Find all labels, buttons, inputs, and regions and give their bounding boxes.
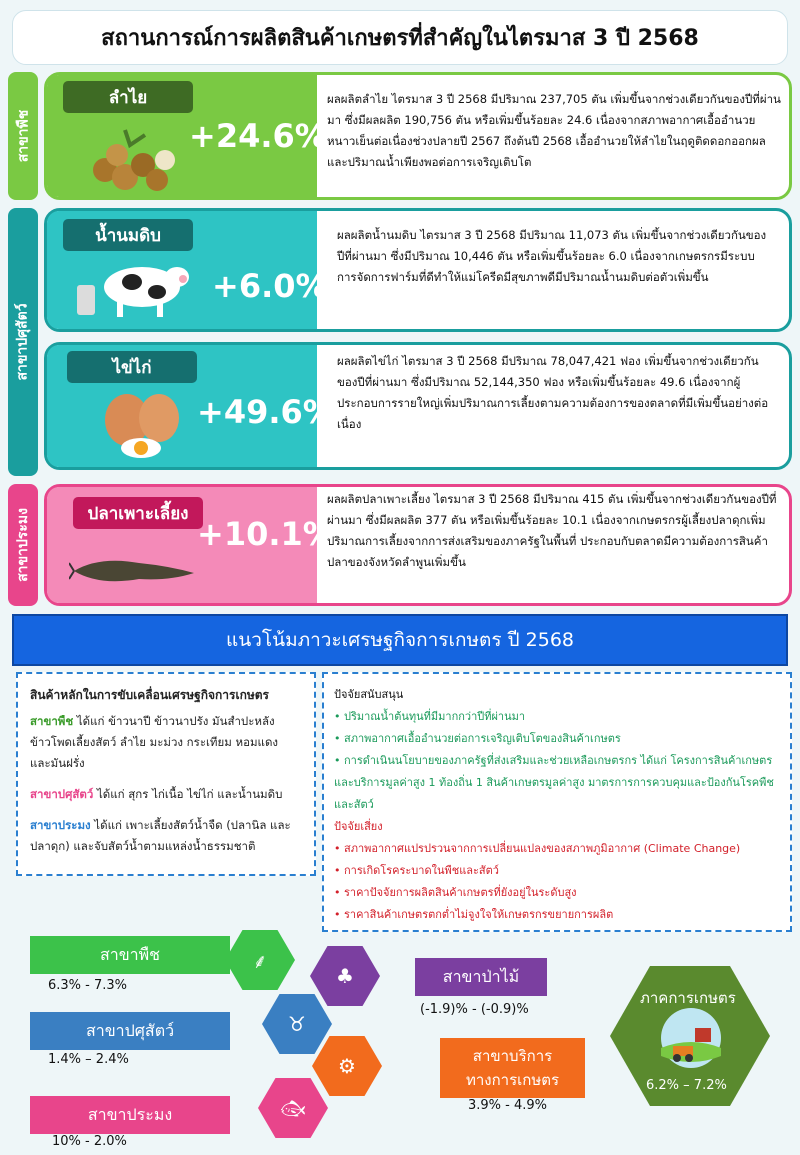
farm-icon [655,1008,727,1068]
card-label: ปลาเพาะเลี้ยง [73,497,203,529]
cow-icon: ♉ [288,1012,306,1036]
risk-item: • ราคาปัจจัยการผลิตสินค้าเกษตรที่ยังอยู่ในระดับสูง [334,886,577,899]
factors-box [322,672,792,932]
forecast-service-pill: สาขาบริการทางการเกษตร [440,1038,585,1098]
card-percent: +49.6% [197,393,335,431]
support-item: • ปริมาณน้ำต้นทุนที่มีมากกว่าปีที่ผ่านมา [334,710,526,723]
card-percent: +10.1% [197,515,335,553]
risk-item: • การเกิดโรคระบาดในพืชและสัตว์ [334,864,499,877]
risk-item: • ราคาสินค้าเกษตรตกต่ำไม่จูงใจให้เกษตรกรขยายการผลิต [334,908,614,921]
forecast-livestock-pill: สาขาปศุสัตว์ [30,1012,230,1050]
trend-banner: แนวโน้มภาวะเศรษฐกิจการเกษตร ปี 2568 [12,614,788,666]
section-tab-fishery: สาขาประมง [8,484,38,606]
page-title: สถานการณ์การผลิตสินค้าเกษตรที่สำคัญในไตรมาส 3 ปี 2568 [101,26,699,51]
forecast-forest-pill: สาขาป่าไม้ [415,958,547,996]
card-fish [44,484,792,606]
main-goods-box [16,672,316,876]
card-eggs [44,342,792,470]
support-title: ปัจจัยสนับสนุน [334,688,404,701]
forecast-fishery-range: 10% - 2.0% [52,1134,127,1149]
card-description: ผลผลิตน้ำนมดิบ ไตรมาส 3 ปี 2568 มีปริมาณ 11,073 ตัน เพิ่มขึ้นจากช่วงเดียวกันของปีที่ผ่านมา ซึ่งมีปริมาณ 10,446 ตัน หรือเพิ่มขึ้นร้อยละ 6.0 เนื่องจากเกษตรกรมีระบบการจัดการฟาร์มที่ดีทำให้แม่โครีดมีสุขภาพดีมีปริมาณน้ำนมดิบต่อตัวเพิ่มขึ้น [337,228,767,284]
catfish-icon [69,551,199,591]
page-title-box [12,10,788,65]
card-label: ไข่ไก่ [67,351,197,383]
forecast-crop-pill: สาขาพืช [30,936,230,974]
forecast-fishery-pill: สาขาประมง [30,1096,230,1134]
fishery-goods: สาขาประมง ได้แก่ เพาะเลี้ยงสัตว์น้ำจืด (ปลานิล และปลาดุก) และจับสัตว์น้ำตามแหล่งน้ำธรรมชาติ [30,818,291,853]
cow-milk-icon [67,257,197,321]
card-longan [44,72,792,200]
forecast-total-range: 6.2% – 7.2% [646,1078,727,1093]
risk-item: • สภาพอากาศแปรปรวนจากการเปลี่ยนแปลงของสภาพภูมิอากาศ (Climate Change) [334,842,741,855]
main-goods-title: สินค้าหลักในการขับเคลื่อนเศรษฐกิจการเกษตร [30,688,270,702]
card-description: ผลผลิตไข่ไก่ ไตรมาส 3 ปี 2568 มีปริมาณ 78,047,421 ฟอง เพิ่มขึ้นจากช่วงเดียวกันของปีที่ผ่านมา ซึ่งมีปริมาณ 52,144,350 ฟอง หรือเพิ่มขึ้นร้อยละ 49.6 เนื่องจากผู้ประกอบการรายใหญ่เพิ่มปริมาณการเลี้ยงตามความต้องการของตลาดที่มีเพิ่มขึ้นอย่างต่อเนื่อง [337,354,769,431]
card-percent: +6.0% [212,267,328,305]
trees-icon: ♣ [336,964,354,988]
card-label: น้ำนมดิบ [63,219,193,251]
livestock-goods: สาขาปศุสัตว์ ได้แก่ สุกร ไก่เนื้อ ไข่ไก่ และน้ำนมดิบ [30,787,283,801]
card-description: ผลผลิตลำไย ไตรมาส 3 ปี 2568 มีปริมาณ 237,705 ตัน เพิ่มขึ้นจากช่วงเดียวกันของปีที่ผ่านมา ซึ่งมีผลผลิต 190,756 ตัน หรือเพิ่มขึ้นร้อยละ 24.6 เนื่องจากสภาพอากาศเอื้ออำนวยหนาวเย็นต่อเนื่องช่วงปลายปี 2567 ถึงต้นปี 2568 เอื้ออำนวยให้ลำไยในฤดูติดดอกออกผลและปริมาณน้ำเพียงพอต่อการเจริญเติบโต [327,92,781,169]
risk-title: ปัจจัยเสี่ยง [334,820,383,833]
card-description: ผลผลิตปลาเพาะเลี้ยง ไตรมาส 3 ปี 2568 มีปริมาณ 415 ตัน เพิ่มขึ้นจากช่วงเดียวกันของปีที่ผ่านมา ซึ่งมีผลผลิต 377 ตัน หรือเพิ่มขึ้นร้อยละ 10.1 เนื่องจากเกษตรกรผู้เลี้ยงปลาดุกเพิ่มปริมาณการเลี้ยงจากการส่งเสริมของภาครัฐในพื้นที่ ประกอบกับตลาดมีความต้องการสินค้าปลาของจังหวัดลำพูนเพิ่มขึ้น [327,492,777,569]
forecast-total-name: ภาคการเกษตร [640,989,736,1007]
forecast-service-range: 3.9% - 4.9% [468,1098,548,1113]
longan-icon [85,125,185,195]
forecast-forest-range: (-1.9)% - (-0.9)% [420,1002,529,1017]
tractor-icon: ⚙ [338,1054,356,1078]
fish-icon: 🐟︎ [280,1096,306,1120]
card-percent: +24.6% [189,117,327,155]
support-item: • สภาพอากาศเอื้ออำนวยต่อการเจริญเติบโตของสินค้าเกษตร [334,732,621,745]
section-tab-crop: สาขาพืช [8,72,38,200]
section-tab-livestock: สาขาปศุสัตว์ [8,208,38,476]
forecast-crop-range: 6.3% - 7.3% [48,978,128,993]
support-item: • การดำเนินนโยบายของภาครัฐที่ส่งเสริมและช่วยเหลือเกษตรกร ได้แก่ โครงการสินค้าเกษตรและบริการมูลค่าสูง 1 ท้องถิ่น 1 สินค้าเกษตรมูลค่าสูง มาตรการการควบคุมและป้องกันโรคพืชและสัตว์ [334,754,774,811]
card-milk [44,208,792,332]
wheat-icon: ⸙ [252,948,268,973]
egg-icon [97,390,197,460]
crop-goods: สาขาพืช ได้แก่ ข้าวนาปี ข้าวนาปรัง มันสำปะหลัง ข้าวโพดเลี้ยงสัตว์ ลำไย มะม่วง กระเทียม หอมแดง และมันฝรั่ง [30,714,279,770]
forecast-livestock-range: 1.4% – 2.4% [48,1052,129,1067]
card-label: ลำไย [63,81,193,113]
